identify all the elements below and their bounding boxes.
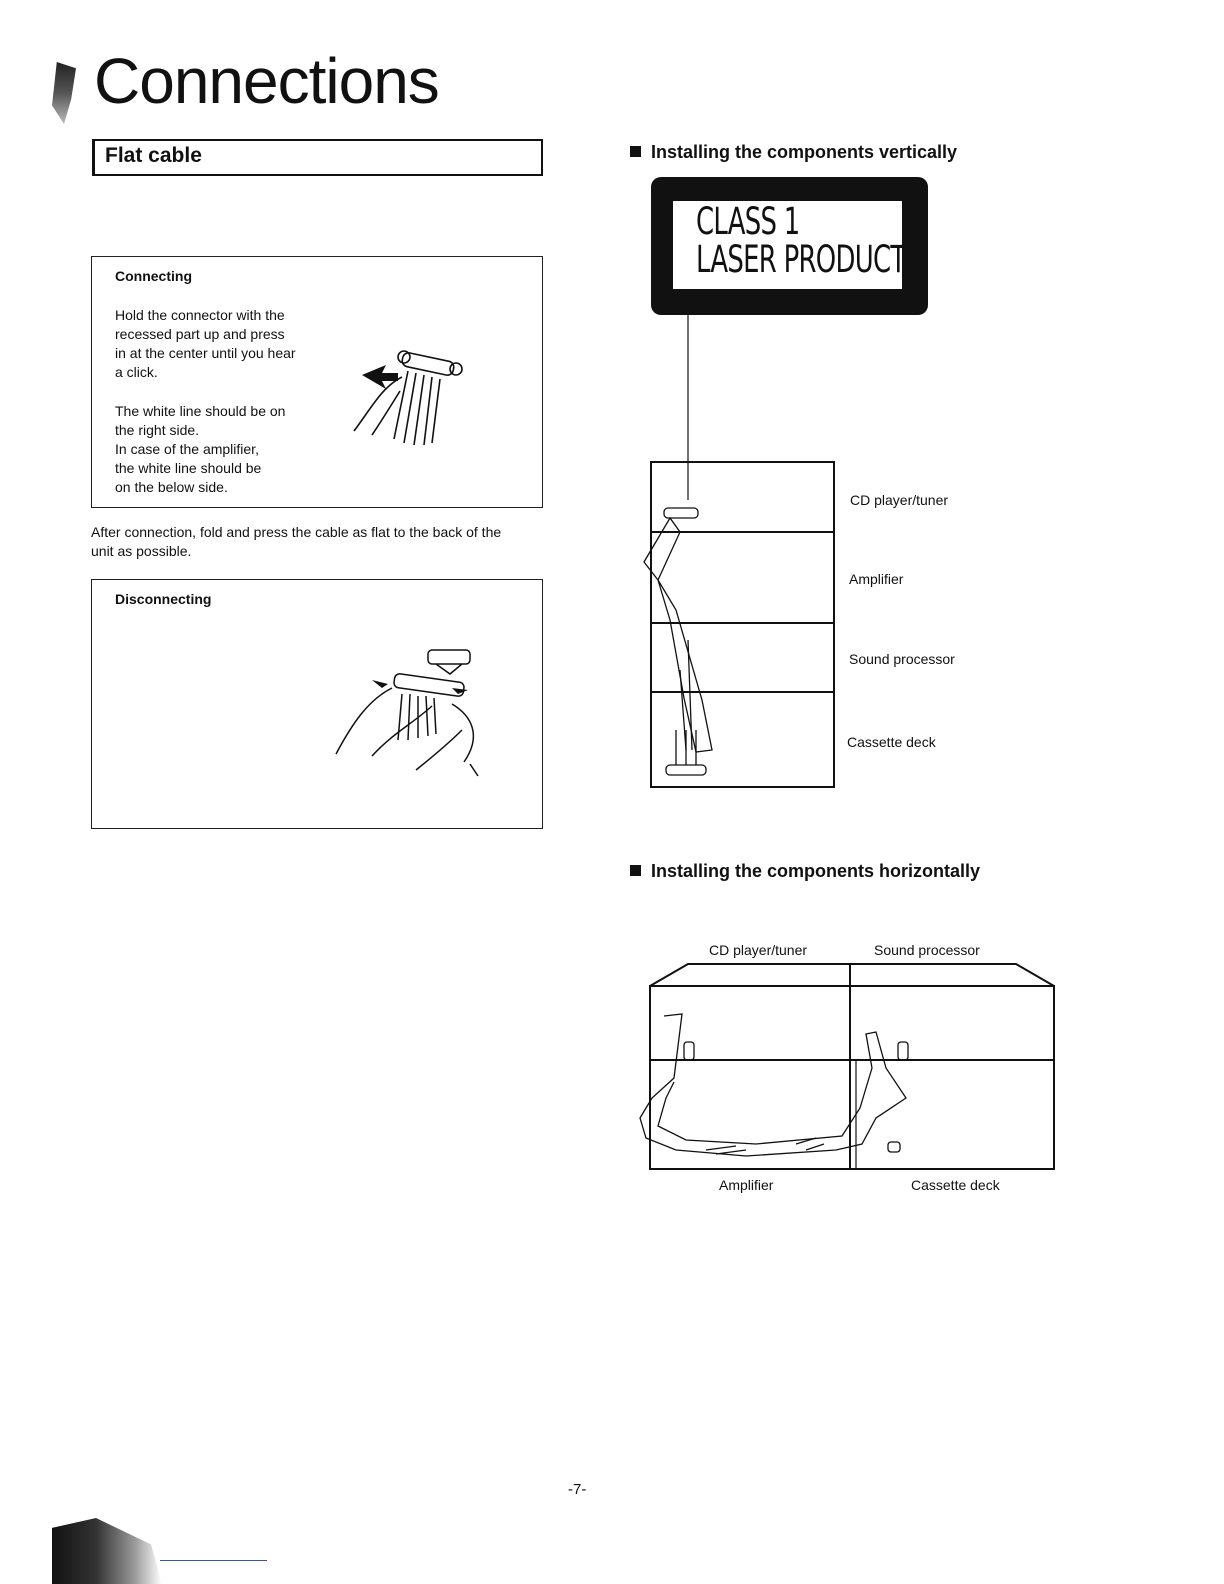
- title-marker-icon: [52, 62, 76, 124]
- laser-product-label: [651, 177, 928, 315]
- page-title: Connections: [94, 45, 439, 117]
- horizontal-label-amplifier: Amplifier: [719, 1177, 774, 1193]
- text-line: After connection, fold and press the cable as flat to the back of the: [91, 524, 502, 540]
- disconnecting-box: [91, 579, 543, 829]
- laser-line: LASER PRODUCT: [696, 238, 906, 281]
- text-line: unit as possible.: [91, 543, 192, 559]
- vertical-stack-diagram: [640, 310, 840, 790]
- connecting-text-2: [115, 402, 285, 497]
- laser-label-text: [696, 200, 906, 281]
- horizontal-label-cd: CD player/tuner: [709, 942, 808, 958]
- text-line: in at the center until you hear: [115, 345, 296, 361]
- text-line: In case of the amplifier,: [115, 441, 259, 457]
- disconnect-hands-illustration: [332, 644, 502, 774]
- vertical-label-sound: Sound processor: [849, 651, 955, 667]
- text-line: The white line should be on: [115, 403, 286, 419]
- vertical-heading: [630, 142, 957, 163]
- text-line: recessed part up and press: [115, 326, 285, 342]
- horizontal-heading: [630, 861, 980, 882]
- page-number: -7-: [568, 1481, 587, 1498]
- flat-cable-heading-box: [92, 139, 543, 176]
- scan-edge-line: [160, 1560, 267, 1561]
- bullet-square-icon: [630, 865, 641, 876]
- text-line: the white line should be: [115, 460, 262, 476]
- vertical-label-cassette: Cassette deck: [847, 734, 936, 750]
- text-line: on the below side.: [115, 479, 228, 495]
- horizontal-label-sound: Sound processor: [874, 942, 980, 958]
- horizontal-label-cassette: Cassette deck: [911, 1177, 1000, 1193]
- scan-shadow-mark: [52, 1518, 162, 1584]
- text-line: Hold the connector with the: [115, 307, 285, 323]
- horizontal-heading-text: Installing the components horizontally: [651, 861, 981, 881]
- text-line: a click.: [115, 364, 158, 380]
- vertical-label-amplifier: Amplifier: [849, 571, 904, 587]
- disconnecting-title: Disconnecting: [115, 591, 212, 607]
- vertical-label-cd: CD player/tuner: [850, 492, 949, 508]
- laser-line: CLASS 1: [696, 200, 800, 243]
- connecting-text-1: [115, 306, 296, 382]
- vertical-heading-text: Installing the components vertically: [651, 142, 958, 162]
- laser-label-inner: [673, 200, 906, 289]
- connecting-box: [91, 256, 543, 508]
- connector-press-illustration: [342, 347, 472, 457]
- flat-cable-heading: Flat cable: [105, 144, 202, 167]
- bullet-square-icon: [630, 146, 641, 157]
- connecting-title: Connecting: [115, 268, 192, 284]
- horizontal-stack-diagram: [636, 958, 1056, 1178]
- text-line: the right side.: [115, 422, 200, 438]
- after-connection-text: [91, 523, 501, 561]
